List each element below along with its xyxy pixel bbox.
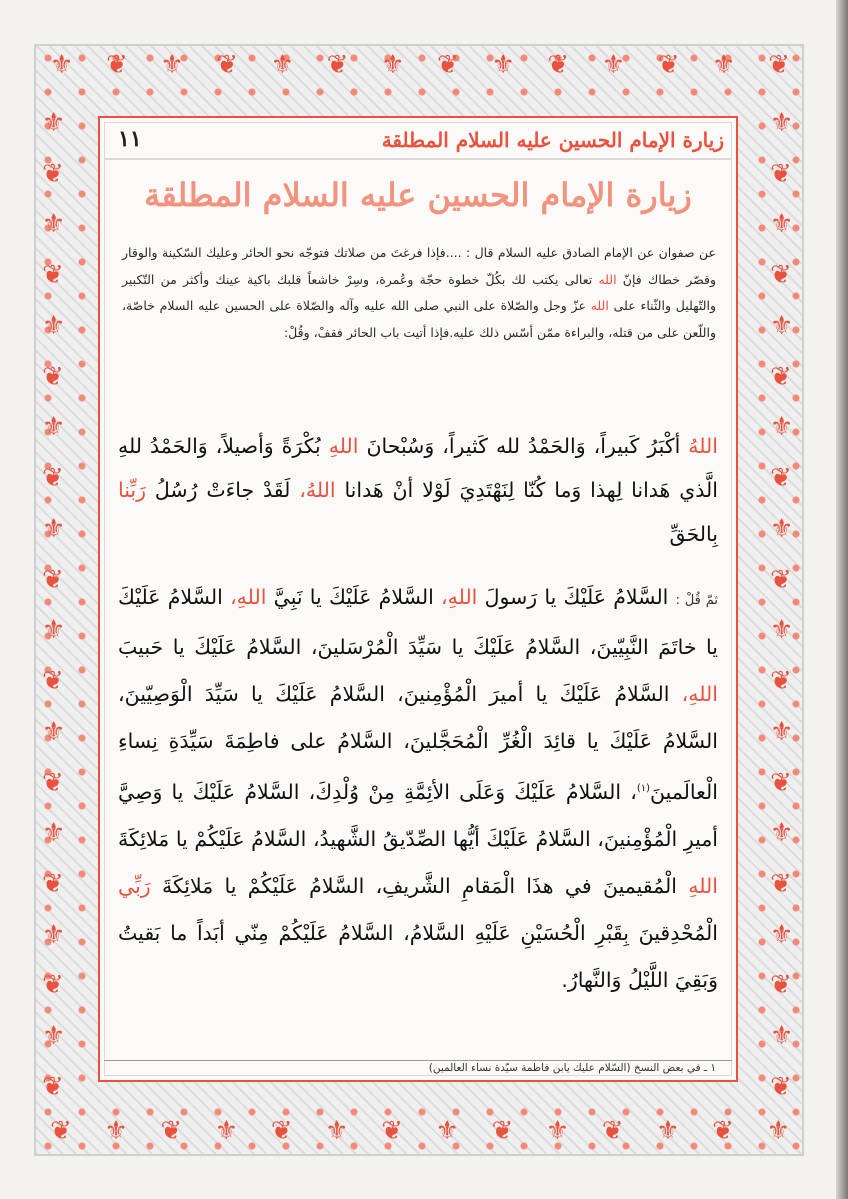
fleuron-icon: ❦ xyxy=(160,1116,183,1146)
fleuron-icon: ❦ xyxy=(105,50,128,80)
fleuron-icon: ⚜ xyxy=(42,615,66,646)
salutation-line: السَّلامُ عَلَيْكَ يا أميرَ الْمُؤْمِنينَ، السَّلامُ عَلَيْكَ يا سَيِّدَ الْوَصِيّينَ، السَّلامُ عَلَيْكَ يا قائِدَ الْغُرِّ الْمُحَجَّلينَ، السَّلامُ على فاطِمَةَ سَيِّدَةِ نِساءِ الْعالَمينَ xyxy=(118,682,718,804)
fleuron-icon: ❦ xyxy=(50,1116,72,1146)
divine-name: رَبِّي xyxy=(118,873,151,898)
fleuron-icon: ❦ xyxy=(42,970,64,1001)
fleuron-icon: ⚜ xyxy=(770,615,794,646)
fleuron-icon: ⚜ xyxy=(42,108,66,138)
fleuron-icon: ❦ xyxy=(42,564,64,595)
salutation-line: السَّلامُ عَلَيْكَ يا نَبِيَّ xyxy=(273,585,434,609)
intro-text: عزّ وجل والصّلاة على النبي صلى الله عليه وآله والصّلاة على الحسين عليه السلام خاصّة، واللّعن على من قتله، والبراءة ممّن أسّس ذلك عليه.فإذا أتيت باب الحائر فقفْ، وقُلْ: xyxy=(122,298,716,340)
salutation-line: السَّلامُ عَلَيْكَ يا رَسولَ xyxy=(484,585,669,609)
fleuron-icon: ❦ xyxy=(42,158,64,189)
divine-name: اللهِ، xyxy=(441,585,478,609)
verse-text: بِالحَقِّ xyxy=(669,522,718,546)
fleuron-icon: ⚜ xyxy=(42,1021,66,1052)
fleuron-icon: ❦ xyxy=(770,767,792,798)
salutation-text xyxy=(118,574,718,1004)
page-edge xyxy=(836,0,848,1199)
fleuron-icon: ⚜ xyxy=(770,310,794,341)
verse-text: لَقَدْ جاءَتْ رُسُلُ xyxy=(154,478,291,502)
salutation-line: السَّلامُ عَلَيْكَ يا خاتَمَ النَّبِيّينَ، السَّلامُ عَلَيْكَ يا سَيِّدَ الْمُرْسَلينَ، السَّلامُ عَلَيْكَ يا حَبيبَ xyxy=(118,585,718,659)
fleuron-icon: ❦ xyxy=(770,666,792,697)
fleuron-icon: ⚜ xyxy=(42,209,66,240)
fleuron-icon: ⚜ xyxy=(545,1116,570,1146)
fleuron-icon: ⚜ xyxy=(770,209,794,240)
fleuron-icon: ⚜ xyxy=(656,1116,680,1146)
fleuron-icon: ⚜ xyxy=(770,108,794,138)
fleuron-icon: ⚜ xyxy=(42,716,66,747)
fleuron-icon: ❦ xyxy=(42,666,64,697)
footnote: ١ ـ في بعض النسخ (السّلام عليك يابن فاطمة سيّدة نساء العالمين) xyxy=(428,1062,716,1074)
fleuron-icon: ⚜ xyxy=(42,818,66,849)
fleuron-icon: ❦ xyxy=(712,1116,734,1146)
fleuron-icon: ❦ xyxy=(42,463,64,494)
fleuron-icon: ❦ xyxy=(547,50,570,80)
fleuron-icon: ⚜ xyxy=(50,50,74,80)
running-header xyxy=(104,124,732,160)
page-title: زيارة الإمام الحسين عليه السلام المطلقة xyxy=(144,176,692,214)
divine-name: اللهُ، xyxy=(299,478,336,502)
fleuron-icon: ❦ xyxy=(770,361,792,392)
footnote-marker: (١) xyxy=(636,783,651,794)
fleuron-icon: ⚜ xyxy=(381,50,405,80)
fleuron-icon: ⚜ xyxy=(42,310,66,341)
fleuron-icon: ❦ xyxy=(437,50,459,80)
divine-name: اللهُ xyxy=(688,434,718,458)
fleuron-icon: ⚜ xyxy=(160,50,184,80)
border-motifs-bottom xyxy=(50,1118,790,1144)
fleuron-icon: ❦ xyxy=(768,50,790,80)
fleuron-icon: ❦ xyxy=(770,463,792,494)
page-number: ١١ xyxy=(118,126,142,152)
border-motifs-left xyxy=(42,110,65,1100)
divine-name: رَبِّنا xyxy=(118,478,147,502)
fleuron-icon: ❦ xyxy=(42,869,64,900)
verse-text: أكْبَرُ كَبيراً، وَالحَمْدُ لله كَثيراً، وَسُبْحانَ xyxy=(366,434,681,458)
fleuron-icon: ⚜ xyxy=(42,919,66,950)
divine-name: الله xyxy=(598,271,617,287)
fleuron-icon: ❦ xyxy=(770,869,792,900)
fleuron-icon: ⚜ xyxy=(766,1116,790,1146)
fleuron-icon: ⚜ xyxy=(491,50,515,80)
border-motifs-right xyxy=(770,110,793,1100)
fleuron-icon: ⚜ xyxy=(42,412,66,443)
fleuron-icon: ❦ xyxy=(42,767,64,798)
fleuron-icon: ⚜ xyxy=(601,50,626,80)
fleuron-icon: ⚜ xyxy=(770,412,794,443)
border-motifs-top xyxy=(50,52,790,78)
divine-name: الله xyxy=(590,298,609,313)
fleuron-icon: ⚜ xyxy=(770,818,794,849)
salutation-line: الْمُقيمينَ في هذَا الْمَقامِ الشَّريفِ، السَّلامُ عَلَيْكُمْ يا مَلائِكَةَ xyxy=(161,873,677,898)
instruction-text: ثمّ قُلْ : xyxy=(675,593,718,608)
fleuron-icon: ⚜ xyxy=(770,919,794,950)
fleuron-icon: ⚜ xyxy=(770,513,794,544)
fleuron-icon: ⚜ xyxy=(770,1021,794,1052)
fleuron-icon: ❦ xyxy=(42,260,64,291)
fleuron-icon: ⚜ xyxy=(770,716,794,747)
fleuron-icon: ⚜ xyxy=(270,50,295,80)
intro-paragraph xyxy=(122,240,716,346)
fleuron-icon: ❦ xyxy=(42,1071,64,1102)
fleuron-icon: ❦ xyxy=(491,1116,514,1146)
fleuron-icon: ❦ xyxy=(270,1116,293,1146)
salutation-line: الْمُحْدِقينَ بِقَبْرِ الْحُسَيْنِ عَلَيْهِ السَّلامُ، السَّلامُ عَلَيْكُمْ مِنّي أبَداً ما بَقيتُ وَبَقِيَ اللَّيْلُ وَالنَّهارُ. xyxy=(118,920,718,992)
divine-name: اللهِ xyxy=(688,873,718,898)
intro-text: تعالى يكتب لك بكُلّ خطوة حجّة وعُمرة، وسِرْ خاشعاً قلبك باكية عينك وأكثر من التّكبير والتّهليل والثّناء على xyxy=(122,271,716,313)
fleuron-icon: ❦ xyxy=(601,1116,624,1146)
intro-text: عن صفوان عن الإمام الصادق عليه السلام قال : ....فإذا فرغتَ من صلاتك فتوجّه نحو الحائر وعليك السّكينة والوقار وقصّر خطاك فإنّ xyxy=(122,245,716,287)
fleuron-icon: ⚜ xyxy=(214,1116,239,1146)
running-title: زيارة الإمام الحسين عليه السلام المطلقة xyxy=(381,128,724,152)
salutation-line: ، السَّلامُ عَلَيْكَ وَعَلَى الأئِمَّةِ مِنْ وُلْدِكَ، السَّلامُ عَلَيْكَ يا وَصِيَّ أميرِ الْمُؤْمِنينَ، السَّلامُ عَلَيْكَ أيُّها الصِّدّيقُ الشَّهيدُ، السَّلامُ عَلَيْكُمْ يا مَلائِكَةَ xyxy=(118,779,718,851)
fleuron-icon: ❦ xyxy=(216,50,239,80)
fleuron-icon: ❦ xyxy=(42,361,64,392)
fleuron-icon: ❦ xyxy=(326,50,349,80)
divine-name: اللهِ، xyxy=(681,682,718,706)
fleuron-icon: ⚜ xyxy=(325,1116,349,1146)
fleuron-icon: ⚜ xyxy=(42,513,66,544)
fleuron-icon: ❦ xyxy=(770,564,792,595)
footnote-divider xyxy=(104,1060,732,1061)
divine-name: اللهِ xyxy=(328,434,359,458)
fleuron-icon: ⚜ xyxy=(104,1116,128,1146)
divine-name: اللهِ، xyxy=(230,585,267,609)
fleuron-icon: ⚜ xyxy=(435,1116,459,1146)
fleuron-icon: ❦ xyxy=(770,158,792,189)
fleuron-icon: ❦ xyxy=(381,1116,403,1146)
fleuron-icon: ⚜ xyxy=(712,50,736,80)
fleuron-icon: ❦ xyxy=(770,970,792,1001)
opening-verse xyxy=(118,424,718,556)
fleuron-icon: ❦ xyxy=(770,1071,792,1102)
verse-text: بُكْرَةً وَأصيلاً، وَالحَمْدُ للهِ الَّذي هَدانا لِهذا وَما كُنّا لِنَهْتَدِيَ لَوْلا أنْ هَدانا xyxy=(118,434,718,502)
fleuron-icon: ❦ xyxy=(657,50,680,80)
fleuron-icon: ❦ xyxy=(770,260,792,291)
